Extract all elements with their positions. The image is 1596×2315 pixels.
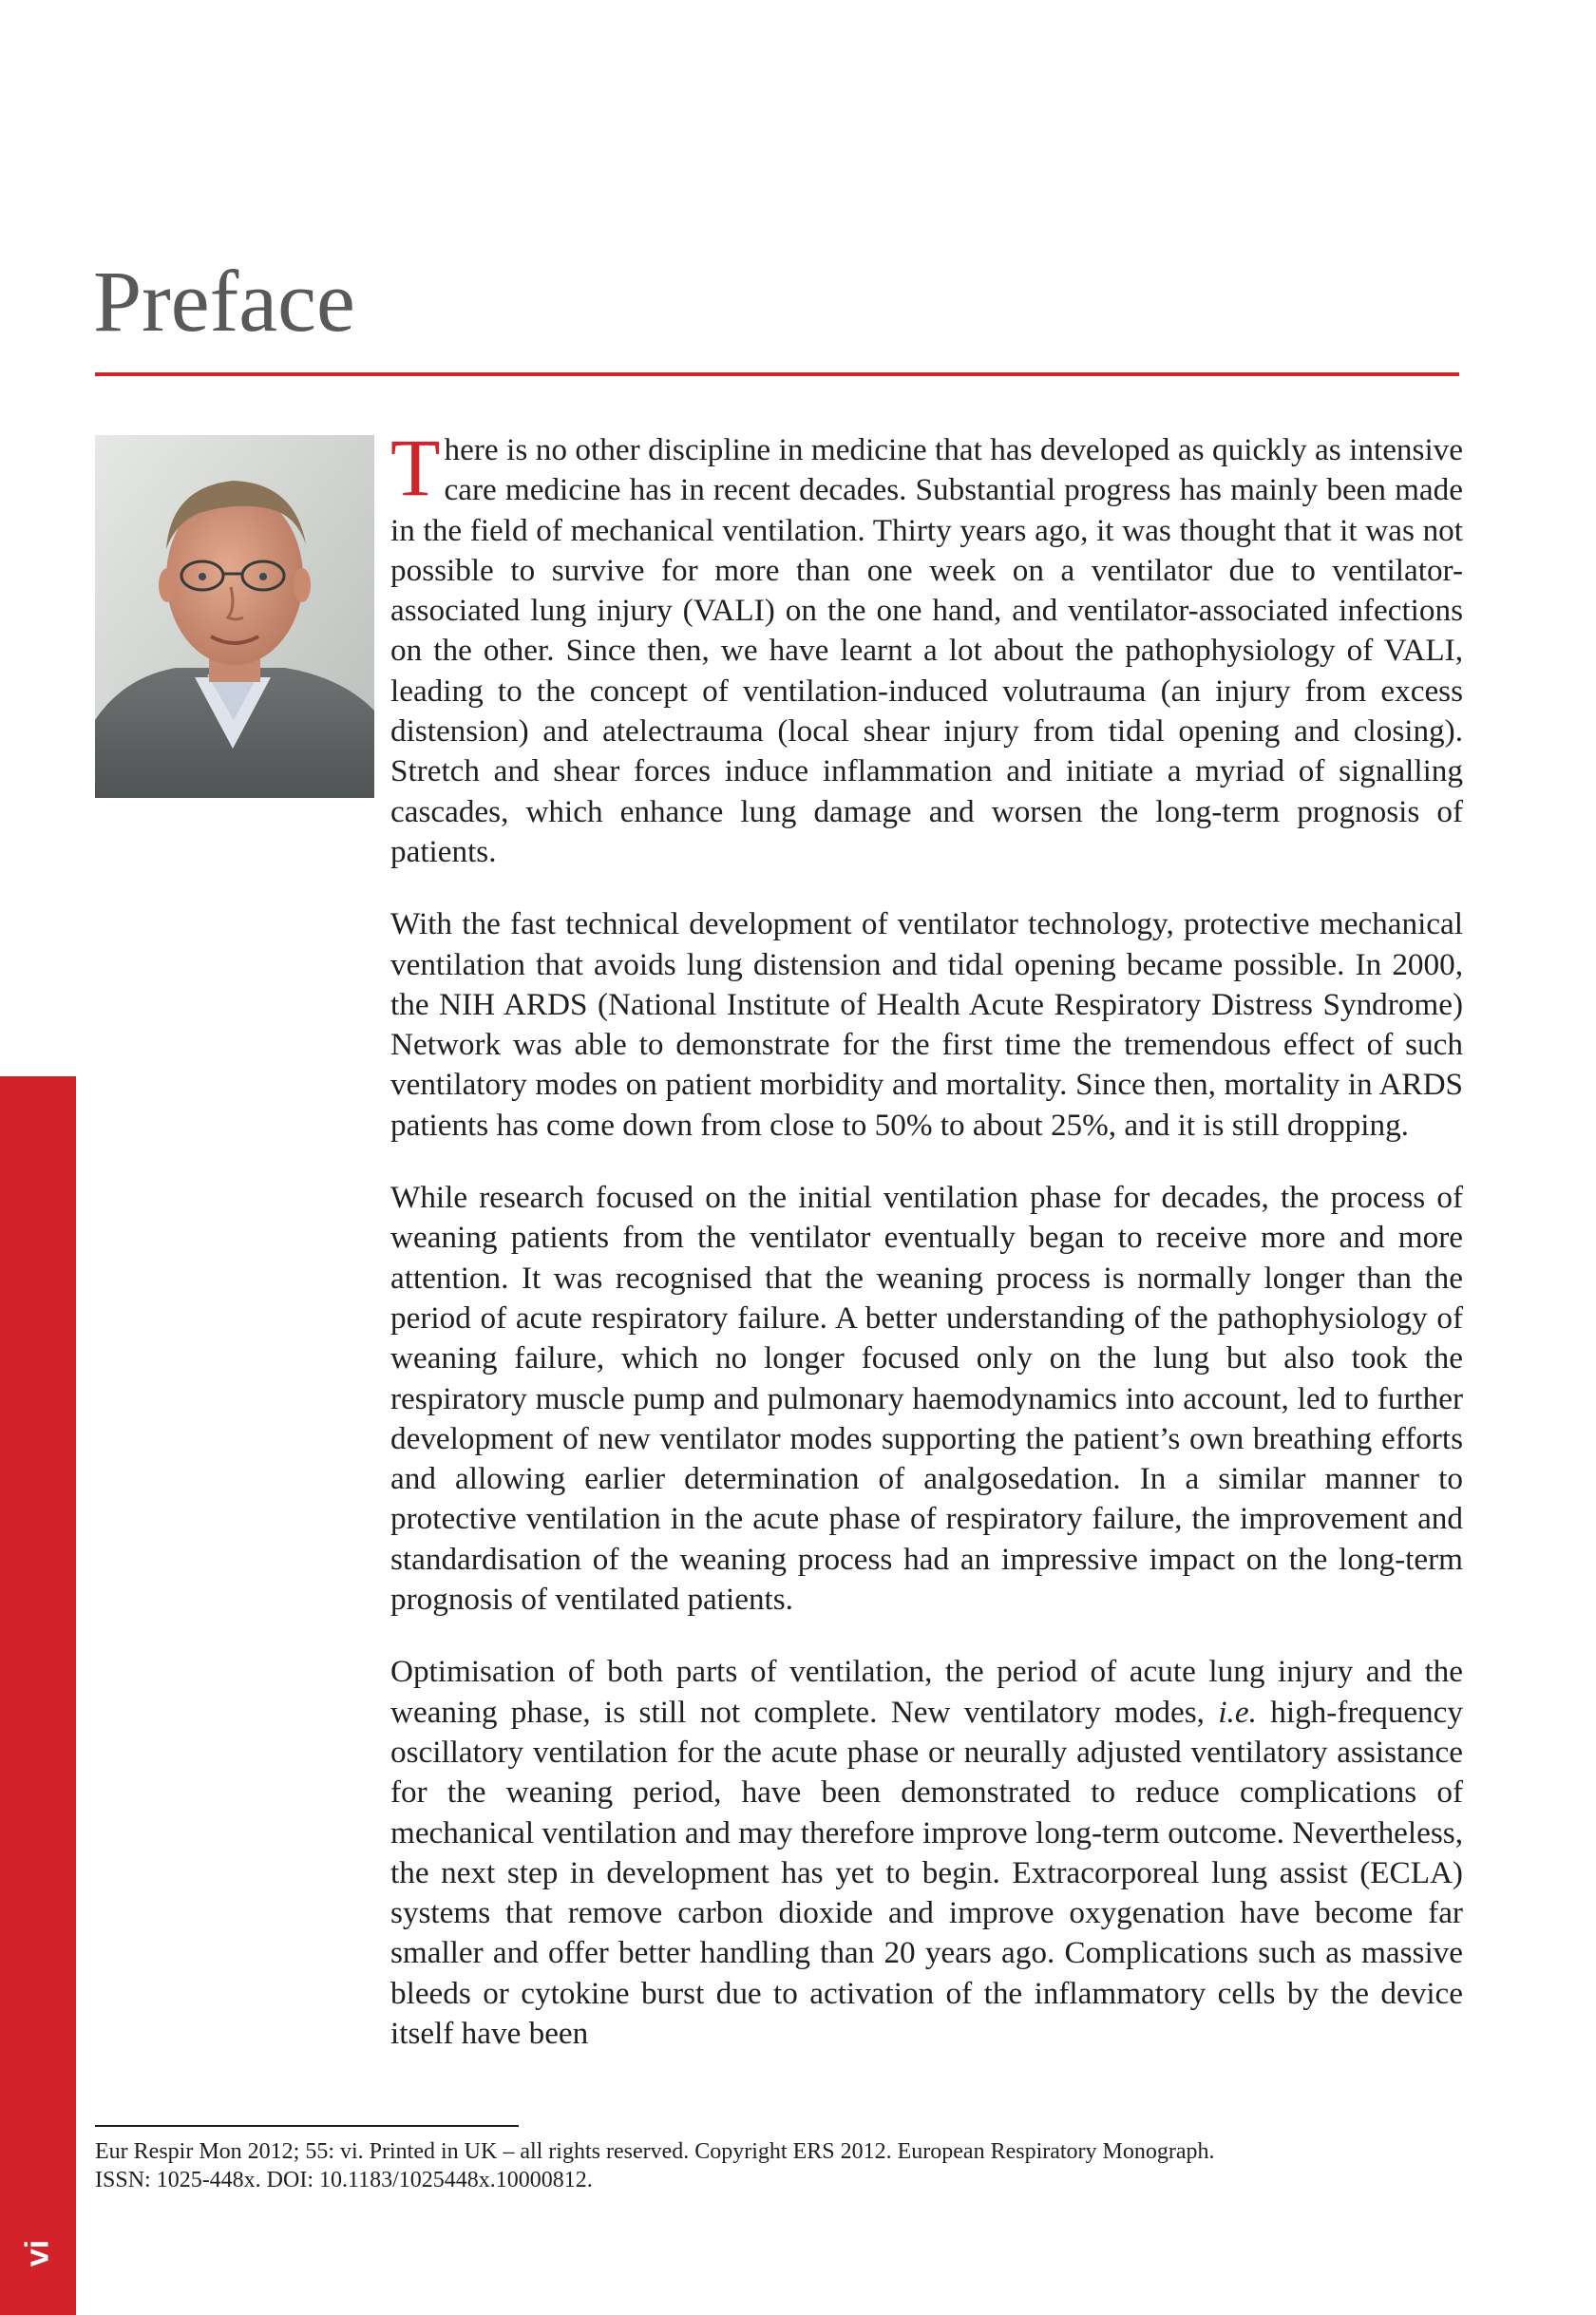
paragraph-1 — [390, 422, 1463, 872]
drop-cap: T — [390, 422, 441, 513]
paragraph-4-text-b: high-frequency oscillatory ventilation for the acute phase or neurally adjusted ventilatory assistance for the weaning period, have been demonstrated to reduce complications of mechanical ventilation and may therefore improve long-term outcome. Nevertheless, the next step in development has yet to begin. Extracorporeal lung assist (ECLA) systems that remove carbon dioxide and improve oxygenation have become far smaller and offer better handling than 20 years ago. Complications such as massive bleeds or cytokine burst due to activation of the inflammatory cells by the device itself have been — [390, 1694, 1463, 2051]
paragraph-4-text-a: Optimisation of both parts of ventilation, the period of acute lung injury and the weaning phase, is still not complete. New ventilatory modes, — [390, 1654, 1463, 1730]
paragraph-1-text: here is no other discipline in medicine that has developed as quickly as intensive care medicine has in recent decades. Substantial progress has mainly been made in the field of mechanical ventilation. Thirty years ago, it was thought that it was not possible to survive for more than one week on a ventilator due to ventilator-associated lung injury (VALI) on the one hand, and ventilator-associated infections on the other. Since then, we have learnt a lot about the pathophysiology of VALI, leading to the concept of ventilation-induced volutrauma (an injury from excess distension) and atelectrauma (local shear injury from tidal opening and closing). Stretch and shear forces induce inflammation and initiate a myriad of signalling cascades, which enhance lung damage and worsen the long-term prognosis of patients. — [390, 432, 1463, 869]
footnote-line-2: ISSN: 1025-448x. DOI: 10.1183/1025448x.10000812. — [95, 2168, 593, 2192]
paragraph-3: While research focused on the initial ventilation phase for decades, the process of weaning patients from the ventilator eventually began to receive more and more attention. It was recognised that the weaning process is normally longer than the period of acute respiratory failure. A better understanding of the pathophysiology of weaning failure, which no longer focused only on the lung but also took the respiratory muscle pump and pulmonary haemodynamics into account, led to further development of new ventilator modes supporting the patient’s own breathing efforts and allowing earlier determination of analgosedation. In a similar manner to protective ventilation in the acute phase of respiratory failure, the improvement and standardisation of the weaning process had an impressive impact on the long-term prognosis of ventilated patients. — [390, 1180, 1463, 1618]
page-title: Preface — [93, 253, 355, 350]
side-accent-bar — [0, 1076, 76, 2315]
author-portrait-icon — [95, 435, 374, 798]
footnote — [95, 2137, 1472, 2194]
paragraph-4-ie: i.e. — [1218, 1694, 1257, 1730]
preface-body — [390, 422, 1463, 2086]
paragraph-2: With the fast technical development of ventilator technology, protective mechanical ventilation that avoids lung distension and tidal opening became possible. In 2000, the NIH ARDS (National Institute of Health Acute Respiratory Distress Syndrome) Network was able to demonstrate for the first time the tremendous effect of such ventilatory modes on patient morbidity and mortality. Since then, mortality in ARDS patients has come down from close to 50% to about 25%, and it is still dropping. — [390, 906, 1463, 1143]
footnote-line-1: Eur Respir Mon 2012; 55: vi. Printed in UK – all rights reserved. Copyright ERS 2012. European Respiratory Monograph. — [95, 2139, 1215, 2164]
author-portrait — [95, 435, 374, 798]
title-divider — [95, 372, 1459, 376]
footnote-divider — [95, 2125, 519, 2127]
paragraph-4 — [390, 1652, 1463, 2054]
page-number: vi — [19, 2239, 56, 2268]
